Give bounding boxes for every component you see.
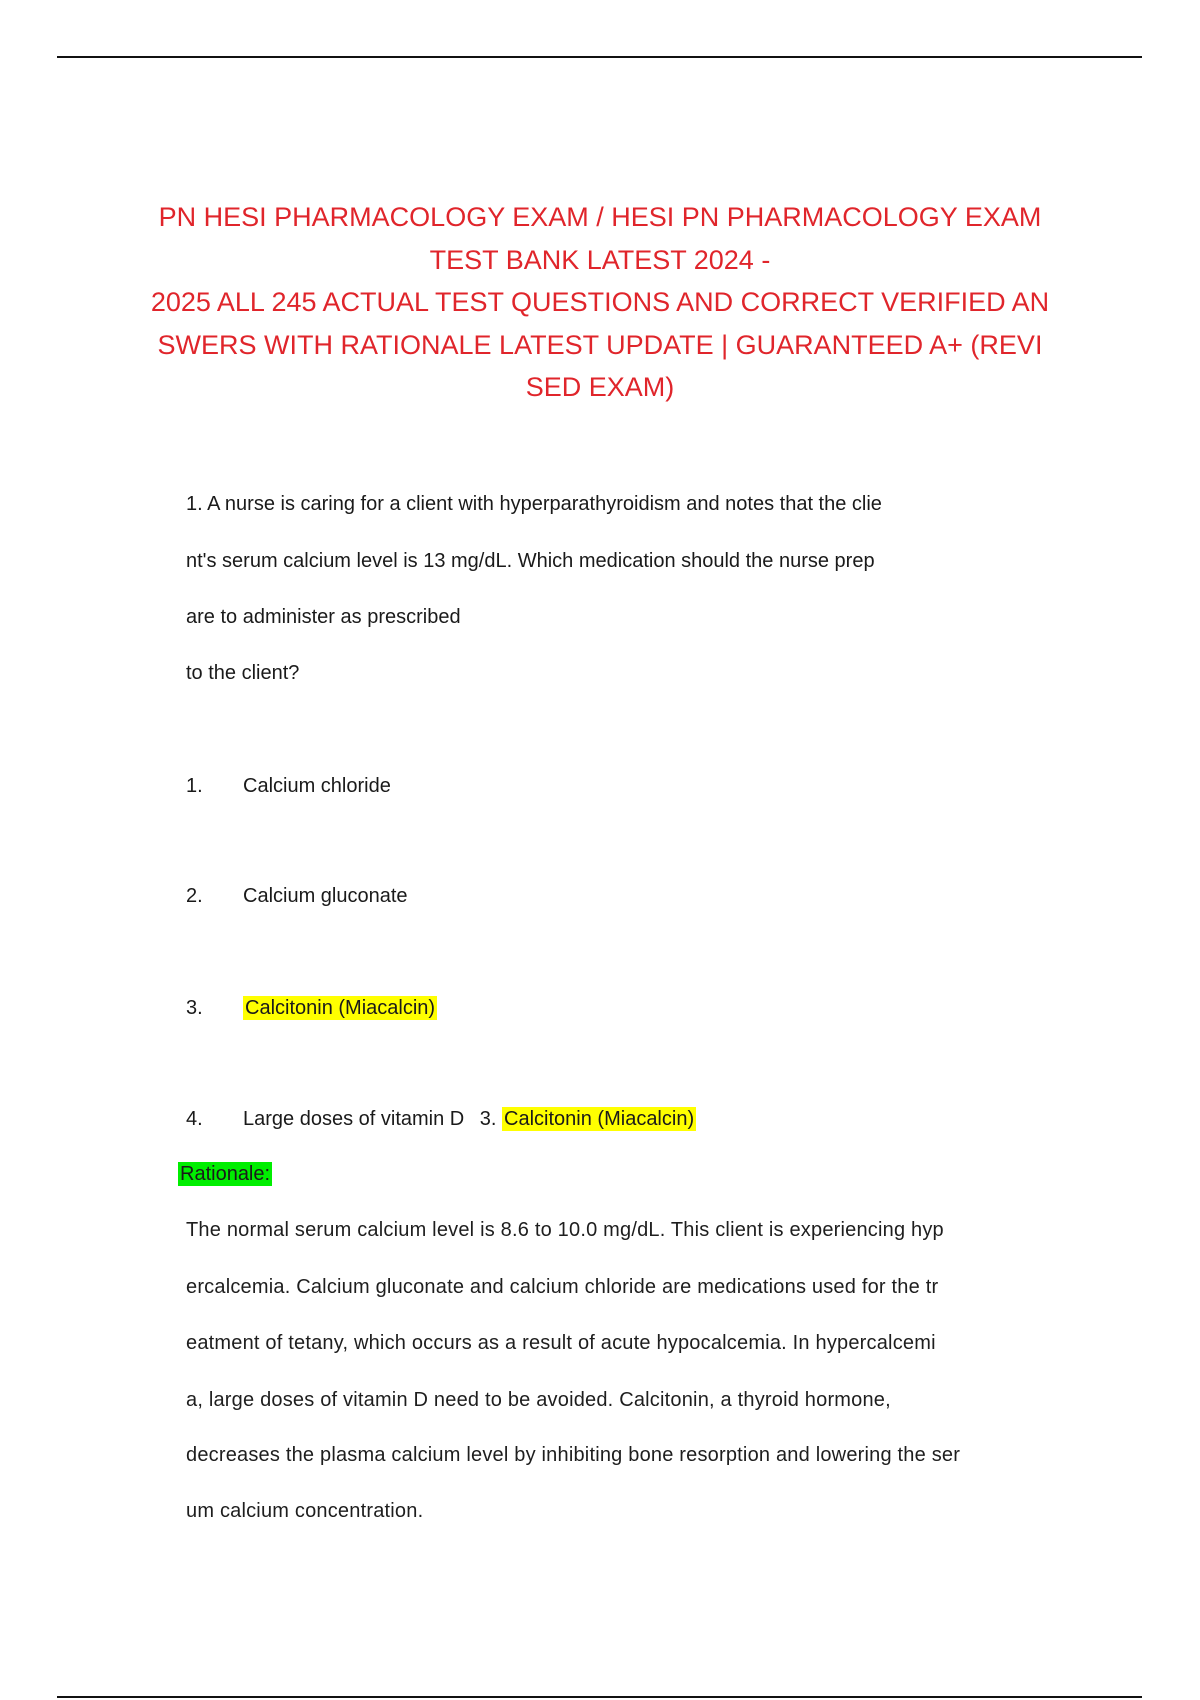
option-number: 1. (186, 775, 203, 797)
rationale-line: eatment of tetany, which occurs as a result of acute hypocalcemia. In hypercalcemi (186, 1332, 936, 1354)
rationale-line: a, large doses of vitamin D need to be avoided. Calcitonin, a thyroid hormone, (186, 1389, 891, 1411)
question-line: nt's serum calcium level is 13 mg/dL. Which medication should the nurse prep (186, 550, 875, 572)
option-text-correct (243, 997, 437, 1020)
option-number: 3. (186, 997, 203, 1019)
rationale-label (178, 1163, 272, 1186)
rationale-line: um calcium concentration. (186, 1500, 424, 1522)
question-line: are to administer as prescribed (186, 606, 461, 628)
rationale-line: ercalcemia. Calcium gluconate and calcium chloride are medications used for the tr (186, 1276, 939, 1298)
option-text (243, 1108, 696, 1131)
rationale-line: The normal serum calcium level is 8.6 to 10.0 mg/dL. This client is experiencing hyp (186, 1219, 944, 1241)
answer-number: 3. (479, 1108, 497, 1130)
document-title (150, 196, 1050, 409)
title-line: SED EXAM) (525, 372, 675, 402)
question-line: to the client? (186, 662, 300, 684)
title-line: SWERS WITH RATIONALE LATEST UPDATE | GUARANTEED A+ (REVI (157, 329, 1043, 360)
option-number: 2. (186, 885, 203, 907)
option-text: Calcium gluconate (243, 885, 408, 907)
option-label: Large doses of vitamin D (243, 1108, 465, 1130)
top-rule (57, 56, 1142, 58)
title-line: PN HESI PHARMACOLOGY EXAM / HESI PN PHARMACOLOGY EXAM (158, 202, 1042, 232)
bottom-rule (57, 1696, 1142, 1698)
option-number: 4. (186, 1108, 203, 1130)
question-line: 1. A nurse is caring for a client with hyperparathyroidism and notes that the clie (186, 493, 882, 515)
rationale-highlight: Rationale: (180, 1163, 271, 1185)
rationale-line: decreases the plasma calcium level by inhibiting bone resorption and lowering the ser (186, 1444, 961, 1466)
title-line: TEST BANK LATEST 2024 - (429, 244, 771, 275)
option-text: Calcium chloride (243, 775, 391, 797)
title-line: 2025 ALL 245 ACTUAL TEST QUESTIONS AND CORRECT VERIFIED AN (150, 287, 1050, 317)
answer-highlight: Calcitonin (Miacalcin) (245, 997, 436, 1019)
answer-highlight: Calcitonin (Miacalcin) (504, 1108, 695, 1130)
